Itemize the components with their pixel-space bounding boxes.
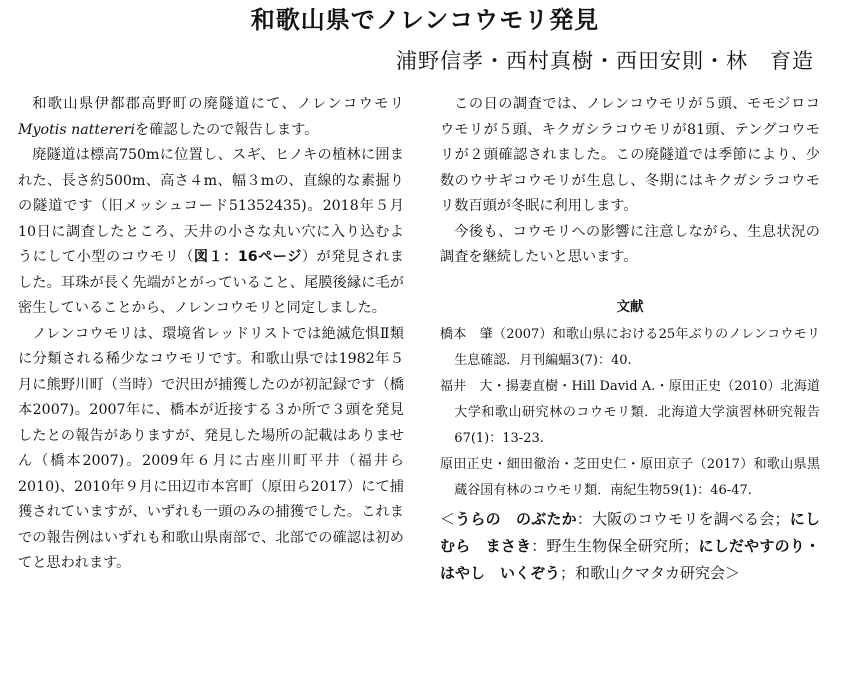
- bracket: ＜: [440, 510, 456, 528]
- author-reading: にしだやすのり・はやし いくぞう: [440, 537, 820, 582]
- body-paragraph-1: [18, 92, 404, 143]
- right-column: [440, 92, 820, 587]
- author-reading: にしむら まさき: [440, 510, 820, 555]
- body-paragraph-4: この日の調査では、ノレンコウモリが５頭、モモジロコウモリが５頭、キクガシラコウモリが81頭、テングコウモリが２頭確認されました。この廃隧道では季節により、少数のウサギコウモリが生息し、冬期にはキクガシラコウモリ数百頭が冬眠に利用します。: [440, 96, 820, 214]
- author-affiliations: [440, 506, 820, 587]
- affiliation-org: ：大阪のコウモリを調べる会；: [576, 510, 790, 528]
- paragraph-text: 廃隧道は標高750mに位置し、スギ、ヒノキの植林に囲まれた、長さ約500m、高さ４m、幅３mの、直線的な素掘りの隧道です（旧メッシュコード51352435)。2018年５月10日に調査したところ、天井の小さな丸い穴に入り込むようにして小型のコウモリ（: [18, 147, 404, 265]
- paragraph-text: を確認したので報告します。: [135, 121, 319, 138]
- body-paragraph-2: [18, 143, 404, 322]
- reference-item: 橋本 肇（2007）和歌山県における25年ぶりのノレンコウモリ生息確認．月刊編蝠3(7)：40.: [440, 327, 820, 368]
- reference-item: 原田正史・細田徹治・芝田史仁・原田京子（2017）和歌山県黒蔵谷国有林のコウモリ類．南紀生物59(1)：46-47.: [440, 457, 820, 498]
- affiliation-org: ；和歌山クマタカ研究会＞: [560, 564, 741, 582]
- affiliation-org: ：野生生物保全研究所；: [531, 537, 699, 555]
- article-title: 和歌山県でノレンコウモリ発見: [250, 6, 600, 34]
- scientific-name: Myotis nattereri: [18, 121, 136, 138]
- author-reading: うらの のぶたか: [455, 510, 577, 528]
- paragraph-text: 和歌山県伊都郡高野町の廃隧道にて、ノレンコウモリ: [32, 96, 404, 112]
- reference-item: 福井 大・揚妻直樹・Hill David A.・原田正史（2010）北海道大学和歌山研究林のコウモリ類．北海道大学演習林研究報告67(1)：13-23.: [440, 379, 820, 446]
- body-paragraph-3: ノレンコウモリは、環境省レッドリストでは絶滅危惧Ⅱ類に分類される稀少なコウモリです。和歌山県では1982年５月に熊野川町（当時）で沢田が捕獲したのが初記録です（橋本2007)。2007年に、橋本が近接する３か所で３頭を発見したとの報告がありますが、発見した場所の記載はありません（橋本2007)。2009年６月に古座川町平井（福井ら2010)、2010年９月に田辺市本宮町（原田ら2017）にて捕獲されていますが、いずれも一頭のみの捕獲でした。これまでの報告例はいずれも和歌山県南部で、北部での確認は初めてと思われます。: [18, 325, 404, 571]
- body-paragraph-5: 今後も、コウモリへの影響に注意しながら、生息状況の調査を継続したいと思います。: [440, 223, 820, 265]
- article-authors: 浦野信孝・西村真樹・西田安則・林 育造: [396, 49, 814, 73]
- left-column: [18, 92, 404, 577]
- paragraph-text: ）が発見されました。耳珠が長く先端がとがっていること、尾膜後縁に毛が密生していることから、ノレンコウモリと同定しました。: [18, 249, 404, 316]
- figure-reference: 図１：16ページ: [193, 249, 302, 265]
- references-heading: 文献: [616, 298, 644, 315]
